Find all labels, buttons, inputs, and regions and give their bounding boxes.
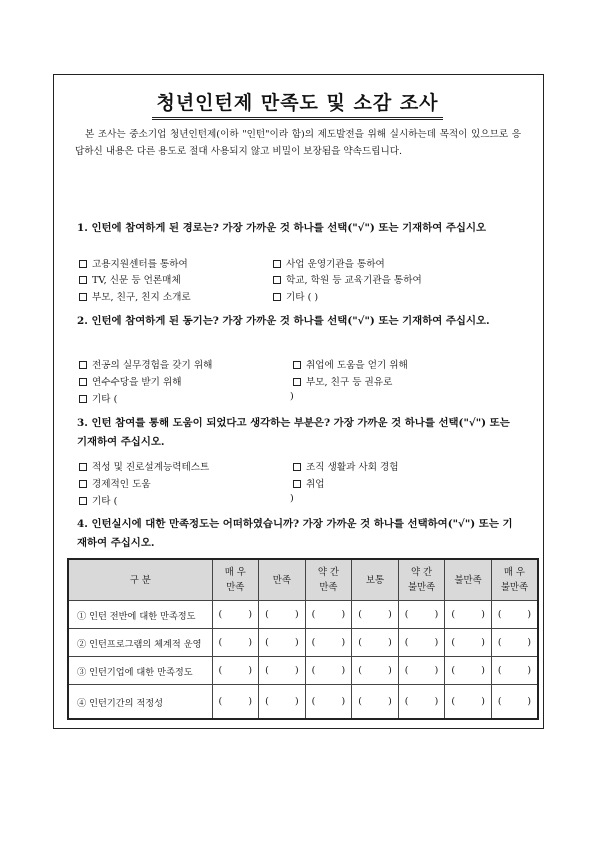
close-paren: ) xyxy=(434,637,439,648)
open-paren: ( xyxy=(218,637,223,648)
close-paren: ) xyxy=(294,609,299,620)
q1-option-2[interactable]: 사업 운영기관을 통하여 xyxy=(273,256,385,270)
answer-cell-satisfied[interactable] xyxy=(259,601,306,629)
q1-option-3[interactable]: TV, 신문 등 언론매체 xyxy=(79,272,181,286)
row-label: ④ 인턴기간의 적정성 xyxy=(68,685,212,720)
q2-option-5-close: ) xyxy=(290,391,294,402)
header-category: 구 분 xyxy=(68,559,212,601)
answer-cell-very-dissatisfied[interactable] xyxy=(491,629,538,657)
q3-option-3[interactable]: 경제적인 도움 xyxy=(79,476,151,490)
question-2: 2. 인턴에 참여하게 된 동기는? 가장 가까운 것 하나를 선택("√") 또는 기재하여 주십시오. xyxy=(77,315,490,327)
answer-cell-slightly-satisfied[interactable] xyxy=(305,685,352,720)
open-paren: ( xyxy=(218,665,223,676)
open-paren: ( xyxy=(451,696,455,707)
q3-option-5-close: ) xyxy=(290,493,294,504)
open-paren: ( xyxy=(497,696,502,707)
answer-cell-very-dissatisfied[interactable] xyxy=(491,657,538,685)
question-3: 3. 인턴 참여를 통해 도움이 되었다고 생각하는 부분은? 가장 가까운 것 하나를 선택("√") 또는 기재하여 주십시오. xyxy=(77,417,510,448)
open-paren: ( xyxy=(265,637,269,648)
close-paren: ) xyxy=(527,665,531,676)
page-title: 청년인턴제 만족도 및 소감 조사 xyxy=(0,88,595,120)
table-header-row xyxy=(68,559,538,601)
close-paren: ) xyxy=(434,609,439,620)
close-paren: ) xyxy=(248,696,253,707)
close-paren: ) xyxy=(481,665,485,676)
answer-cell-very-satisfied[interactable] xyxy=(212,629,259,657)
answer-cell-very-satisfied[interactable] xyxy=(212,685,259,720)
close-paren: ) xyxy=(481,609,485,620)
header-very-satisfied: 매 우 만족 xyxy=(212,559,259,601)
open-paren: ( xyxy=(451,637,455,648)
checkbox[interactable] xyxy=(79,276,87,284)
close-paren: ) xyxy=(388,665,392,676)
close-paren: ) xyxy=(341,696,346,707)
close-paren: ) xyxy=(248,609,253,620)
open-paren: ( xyxy=(358,696,362,707)
row-label: ③ 인턴기업에 대한 만족정도 xyxy=(68,657,212,685)
checkbox[interactable] xyxy=(293,480,301,488)
open-paren: ( xyxy=(311,696,316,707)
table-row xyxy=(68,601,538,629)
answer-cell-dissatisfied[interactable] xyxy=(445,685,492,720)
open-paren: ( xyxy=(497,609,502,620)
checkbox[interactable] xyxy=(293,378,301,386)
header-satisfied: 만족 xyxy=(259,559,306,601)
header-very-dissatisfied: 매 우 불만족 xyxy=(491,559,538,601)
question-1: 1. 인턴에 참여하게 된 경로는? 가장 가까운 것 하나를 선택("√") 또는 기재하여 주십시오 xyxy=(77,222,487,234)
answer-cell-slightly-dissatisfied[interactable] xyxy=(398,629,445,657)
q2-option-2[interactable]: 취업에 도움을 얻기 위해 xyxy=(293,357,408,371)
table-row xyxy=(68,657,538,685)
header-neutral: 보통 xyxy=(352,559,399,601)
close-paren: ) xyxy=(481,696,485,707)
open-paren: ( xyxy=(404,696,409,707)
open-paren: ( xyxy=(265,609,269,620)
answer-cell-very-dissatisfied[interactable] xyxy=(491,685,538,720)
close-paren: ) xyxy=(248,665,253,676)
header-slightly-satisfied: 약 간 만족 xyxy=(305,559,352,601)
close-paren: ) xyxy=(388,637,392,648)
open-paren: ( xyxy=(404,637,409,648)
answer-cell-neutral[interactable] xyxy=(352,629,399,657)
q3-option-1[interactable]: 적성 및 진로설계능력테스트 xyxy=(79,459,209,473)
answer-cell-satisfied[interactable] xyxy=(259,685,306,720)
close-paren: ) xyxy=(481,637,485,648)
open-paren: ( xyxy=(358,637,362,648)
answer-cell-very-satisfied[interactable] xyxy=(212,657,259,685)
answer-cell-slightly-dissatisfied[interactable] xyxy=(398,657,445,685)
close-paren: ) xyxy=(341,609,346,620)
q1-option-5[interactable]: 부모, 친구, 친지 소개로 xyxy=(79,289,191,303)
answer-cell-dissatisfied[interactable] xyxy=(445,601,492,629)
checkbox[interactable] xyxy=(293,361,301,369)
satisfaction-table xyxy=(67,558,539,720)
question-4: 4. 인턴실시에 대한 만족정도는 어떠하였습니까? 가장 가까운 것 하나를 선택하여("√") 또는 기재하여 주십시오. xyxy=(77,518,513,549)
checkbox[interactable] xyxy=(79,361,87,369)
q2-option-1[interactable]: 전공의 실무경험을 갖기 위해 xyxy=(79,357,212,371)
answer-cell-very-dissatisfied[interactable] xyxy=(491,601,538,629)
open-paren: ( xyxy=(451,665,455,676)
intro-paragraph: 본 조사는 중소기업 청년인턴제(이하 "인턴"이라 함)의 제도발전을 위해 실시하는데 목적이 있으므로 응답하신 내용은 다른 용도로 절대 사용되지 않고 비밀이 보장됨을 약속드립니다. xyxy=(75,129,521,157)
answer-cell-dissatisfied[interactable] xyxy=(445,657,492,685)
q1-option-1[interactable]: 고용지원센터를 통하여 xyxy=(79,256,188,270)
close-paren: ) xyxy=(341,637,346,648)
open-paren: ( xyxy=(265,696,269,707)
checkbox[interactable] xyxy=(293,463,301,471)
checkbox[interactable] xyxy=(273,276,281,284)
answer-cell-slightly-dissatisfied[interactable] xyxy=(398,601,445,629)
q1-option-6[interactable]: 기타 ( ) xyxy=(273,289,318,303)
close-paren: ) xyxy=(434,696,439,707)
checkbox[interactable] xyxy=(79,480,87,488)
open-paren: ( xyxy=(451,609,455,620)
answer-cell-slightly-dissatisfied[interactable] xyxy=(398,685,445,720)
close-paren: ) xyxy=(527,696,531,707)
open-paren: ( xyxy=(265,665,269,676)
open-paren: ( xyxy=(497,637,502,648)
header-dissatisfied: 불만족 xyxy=(445,559,492,601)
open-paren: ( xyxy=(311,609,316,620)
q2-option-3[interactable]: 연수수당을 받기 위해 xyxy=(79,374,182,388)
answer-cell-very-satisfied[interactable] xyxy=(212,601,259,629)
checkbox[interactable] xyxy=(79,463,87,471)
checkbox[interactable] xyxy=(273,260,281,268)
checkbox[interactable] xyxy=(79,260,87,268)
close-paren: ) xyxy=(294,665,299,676)
close-paren: ) xyxy=(294,637,299,648)
answer-cell-satisfied[interactable] xyxy=(259,657,306,685)
close-paren: ) xyxy=(248,637,253,648)
checkbox[interactable] xyxy=(79,497,87,505)
answer-cell-neutral[interactable] xyxy=(352,601,399,629)
checkbox[interactable] xyxy=(79,395,87,403)
close-paren: ) xyxy=(527,609,531,620)
open-paren: ( xyxy=(404,609,409,620)
header-slightly-dissatisfied: 약 간 불만족 xyxy=(398,559,445,601)
open-paren: ( xyxy=(311,637,316,648)
checkbox[interactable] xyxy=(273,293,281,301)
open-paren: ( xyxy=(218,609,223,620)
open-paren: ( xyxy=(497,665,502,676)
close-paren: ) xyxy=(527,637,531,648)
close-paren: ) xyxy=(388,696,392,707)
close-paren: ) xyxy=(434,665,439,676)
row-label: ① 인턴 전반에 대한 만족정도 xyxy=(68,601,212,629)
q2-option-4[interactable]: 부모, 친구 등 권유로 xyxy=(293,374,392,388)
row-label: ② 인턴프로그램의 체계적 운영 xyxy=(68,629,212,657)
open-paren: ( xyxy=(404,665,409,676)
open-paren: ( xyxy=(358,665,362,676)
answer-cell-neutral[interactable] xyxy=(352,685,399,720)
answer-cell-slightly-satisfied[interactable] xyxy=(305,629,352,657)
open-paren: ( xyxy=(218,696,223,707)
q3-option-5[interactable]: 기타 ( xyxy=(79,493,117,507)
open-paren: ( xyxy=(358,609,362,620)
open-paren: ( xyxy=(311,665,316,676)
q3-option-2[interactable]: 조직 생활과 사회 경험 xyxy=(293,459,399,473)
q2-option-5[interactable]: 기타 ( xyxy=(79,391,117,405)
table-row xyxy=(68,685,538,720)
answer-cell-satisfied[interactable] xyxy=(259,629,306,657)
answer-cell-slightly-satisfied[interactable] xyxy=(305,657,352,685)
answer-cell-dissatisfied[interactable] xyxy=(445,629,492,657)
answer-cell-neutral[interactable] xyxy=(352,657,399,685)
q3-option-4[interactable]: 취업 xyxy=(293,476,325,490)
close-paren: ) xyxy=(388,609,392,620)
checkbox[interactable] xyxy=(79,378,87,386)
close-paren: ) xyxy=(341,665,346,676)
table-row xyxy=(68,629,538,657)
checkbox[interactable] xyxy=(79,293,87,301)
close-paren: ) xyxy=(294,696,299,707)
q1-option-4[interactable]: 학교, 학원 등 교육기관을 통하여 xyxy=(273,272,422,286)
answer-cell-slightly-satisfied[interactable] xyxy=(305,601,352,629)
